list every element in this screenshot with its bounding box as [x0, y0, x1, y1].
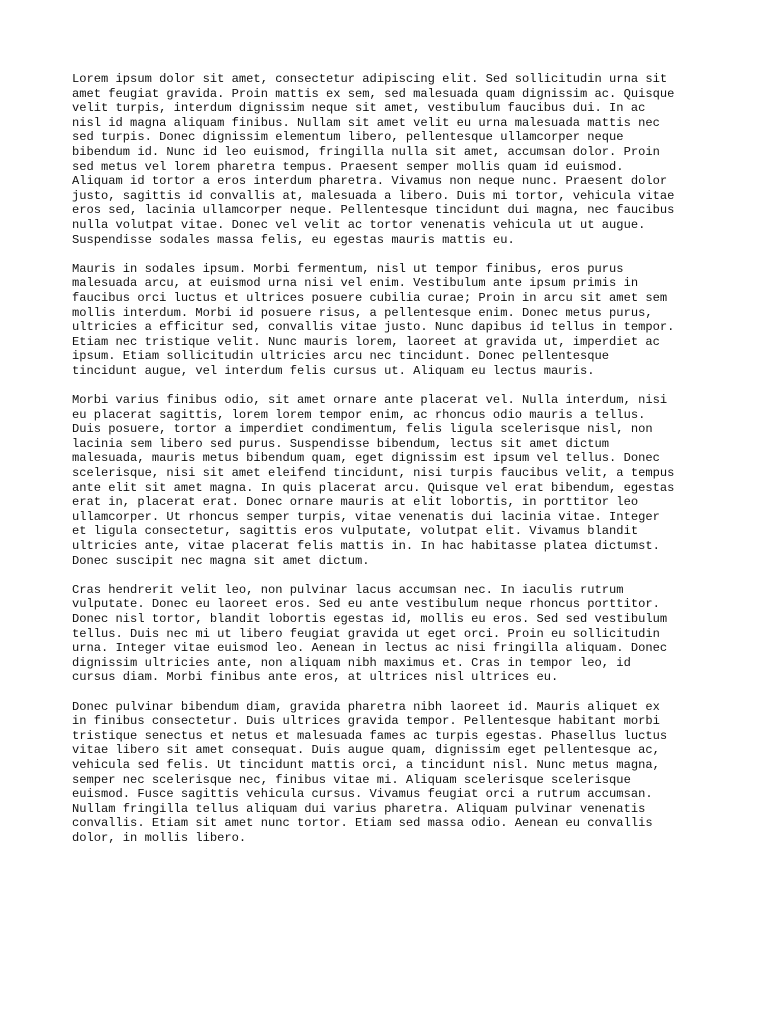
paragraph — [72, 393, 700, 568]
text-line: dolor, in mollis libero. — [72, 830, 247, 845]
text-line: ultricies ante, vitae placerat felis mattis in. In hac habitasse platea dictumst. — [72, 539, 660, 553]
text-line: justo, sagittis id convallis at, malesuada a libero. Duis mi tortor, vehicula vitae — [72, 188, 675, 203]
paragraph — [72, 72, 700, 247]
text-line: malesuada, mauris metus bibendum quam, eget dignissim est ipsum vel tellus. Donec — [72, 451, 660, 466]
text-line: velit turpis, interdum dignissim neque sit amet, vestibulum faucibus dui. In ac — [72, 101, 646, 116]
text-line: tellus. Duis nec mi ut libero feugiat gravida ut eget orci. Proin eu sollicitudin — [72, 626, 660, 641]
text-line: dignissim ultricies ante, non aliquam nibh maximus et. Cras in tempor leo, id — [72, 655, 631, 670]
text-line: tincidunt augue, vel interdum felis cursus ut. Aliquam eu lectus mauris. — [72, 363, 595, 378]
text-line: in finibus consectetur. Duis ultrices gravida tempor. Pellentesque habitant morbi — [72, 714, 660, 729]
text-line: semper nec scelerisque nec, finibus vitae mi. Aliquam scelerisque scelerisque — [72, 772, 631, 787]
text-line: nisl id magna aliquam finibus. Nullam sit amet velit eu urna malesuada mattis nec — [72, 115, 660, 130]
text-line: Aliquam id tortor a eros interdum pharetra. Vivamus non neque nunc. Praesent dolor — [72, 174, 668, 189]
text-line: malesuada arcu, at euismod urna nisi vel enim. Vestibulum ante ipsum primis in — [72, 276, 639, 291]
text-line: Suspendisse sodales massa felis, eu egestas mauris mattis eu. — [72, 232, 515, 247]
text-line: ipsum. Etiam sollicitudin ultricies arcu nec tincidunt. Donec pellentesque — [72, 349, 610, 364]
text-line: bibendum id. Nunc id leo euismod, fringilla nulla sit amet, accumsan dolor. Proin — [72, 144, 660, 159]
text-line: eu placerat sagittis, lorem lorem tempor enim, ac rhoncus odio mauris a tellus. — [72, 407, 646, 422]
text-line: sed turpis. Donec dignissim elementum libero, pellentesque ullamcorper neque — [72, 130, 624, 145]
text-line: Donec nisl tortor, blandit lobortis egestas id, mollis eu eros. Sed sed vestibulum — [72, 611, 668, 626]
text-line: mollis interdum. Morbi id posuere risus, a pellentesque enim. Donec metus purus, — [72, 305, 653, 320]
text-line: nulla volutpat vitae. Donec vel velit ac tortor venenatis vehicula ut ut augue. — [72, 217, 646, 232]
text-line: ante elit sit amet magna. In quis placerat arcu. Quisque vel erat bibendum, egestas — [72, 480, 675, 495]
text-line: erat in, placerat erat. Donec ornare mauris at elit lobortis, in porttitor leo — [72, 495, 639, 510]
text-line: lacinia sem libero sed purus. Suspendisse bibendum, lectus sit amet dictum — [72, 436, 610, 451]
text-line: Lorem ipsum dolor sit amet, consectetur adipiscing elit. Sed sollicitudin urna sit — [72, 72, 668, 86]
text-line: ultricies a efficitur sed, convallis vitae justo. Nunc dapibus id tellus in tempor. — [72, 320, 675, 335]
text-line: amet feugiat gravida. Proin mattis ex sem, sed malesuada quam dignissim ac. Quisque — [72, 86, 675, 101]
text-line: sed metus vel lorem pharetra tempus. Praesent semper mollis quam id euismod. — [72, 159, 624, 174]
text-line: Cras hendrerit velit leo, non pulvinar lacus accumsan nec. In iaculis rutrum — [72, 582, 624, 597]
text-line: Nullam fringilla tellus aliquam dui varius pharetra. Aliquam pulvinar venenatis — [72, 801, 646, 816]
text-line: euismod. Fusce sagittis vehicula cursus. Vivamus feugiat orci a rutrum accumsan. — [72, 787, 653, 802]
text-line: Etiam nec tristique velit. Nunc mauris lorem, laoreet at gravida ut, imperdiet ac — [72, 334, 660, 349]
text-line: faucibus orci luctus et ultrices posuere cubilia curae; Proin in arcu sit amet sem — [72, 290, 668, 305]
text-line: Duis posuere, tortor a imperdiet condimentum, felis ligula scelerisque nisl, non — [72, 422, 653, 437]
paragraph — [72, 583, 700, 685]
paragraph — [72, 700, 700, 846]
text-line: Mauris in sodales ipsum. Morbi fermentum, nisl ut tempor finibus, eros purus — [72, 261, 624, 276]
paragraph — [72, 262, 700, 379]
text-line: Donec suscipit nec magna sit amet dictum. — [72, 553, 370, 568]
text-line: vulputate. Donec eu laoreet eros. Sed eu ante vestibulum neque rhoncus porttitor. — [72, 597, 660, 612]
text-line: vitae libero sit amet consequat. Duis augue quam, dignissim eget pellentesque ac, — [72, 743, 660, 758]
text-line: eros sed, lacinia ullamcorper neque. Pellentesque tincidunt dui magna, nec faucibus — [72, 203, 675, 218]
text-line: convallis. Etiam sit amet nunc tortor. Etiam sed massa odio. Aenean eu convallis — [72, 816, 653, 831]
text-line: vehicula sed felis. Ut tincidunt mattis orci, a tincidunt nisl. Nunc metus magna, — [72, 757, 660, 772]
text-line: scelerisque, nisi sit amet eleifend tincidunt, nisi turpis faucibus velit, a tempus — [72, 466, 675, 481]
text-line: ullamcorper. Ut rhoncus semper turpis, vitae venenatis dui lacinia vitae. Integer — [72, 509, 660, 524]
text-line: et ligula consectetur, sagittis eros vulputate, volutpat elit. Vivamus blandit — [72, 524, 639, 539]
text-line: cursus diam. Morbi finibus ante eros, at ultrices nisl ultrices eu. — [72, 670, 559, 685]
text-line: Donec pulvinar bibendum diam, gravida pharetra nibh laoreet id. Mauris aliquet ex — [72, 699, 660, 714]
text-line: tristique senectus et netus et malesuada fames ac turpis egestas. Phasellus luctus — [72, 728, 668, 743]
text-line: urna. Integer vitae euismod leo. Aenean in lectus ac nisi fringilla aliquam. Donec — [72, 641, 668, 656]
document-body — [72, 72, 700, 860]
text-line: Morbi varius finibus odio, sit amet ornare ante placerat vel. Nulla interdum, nisi — [72, 393, 668, 408]
